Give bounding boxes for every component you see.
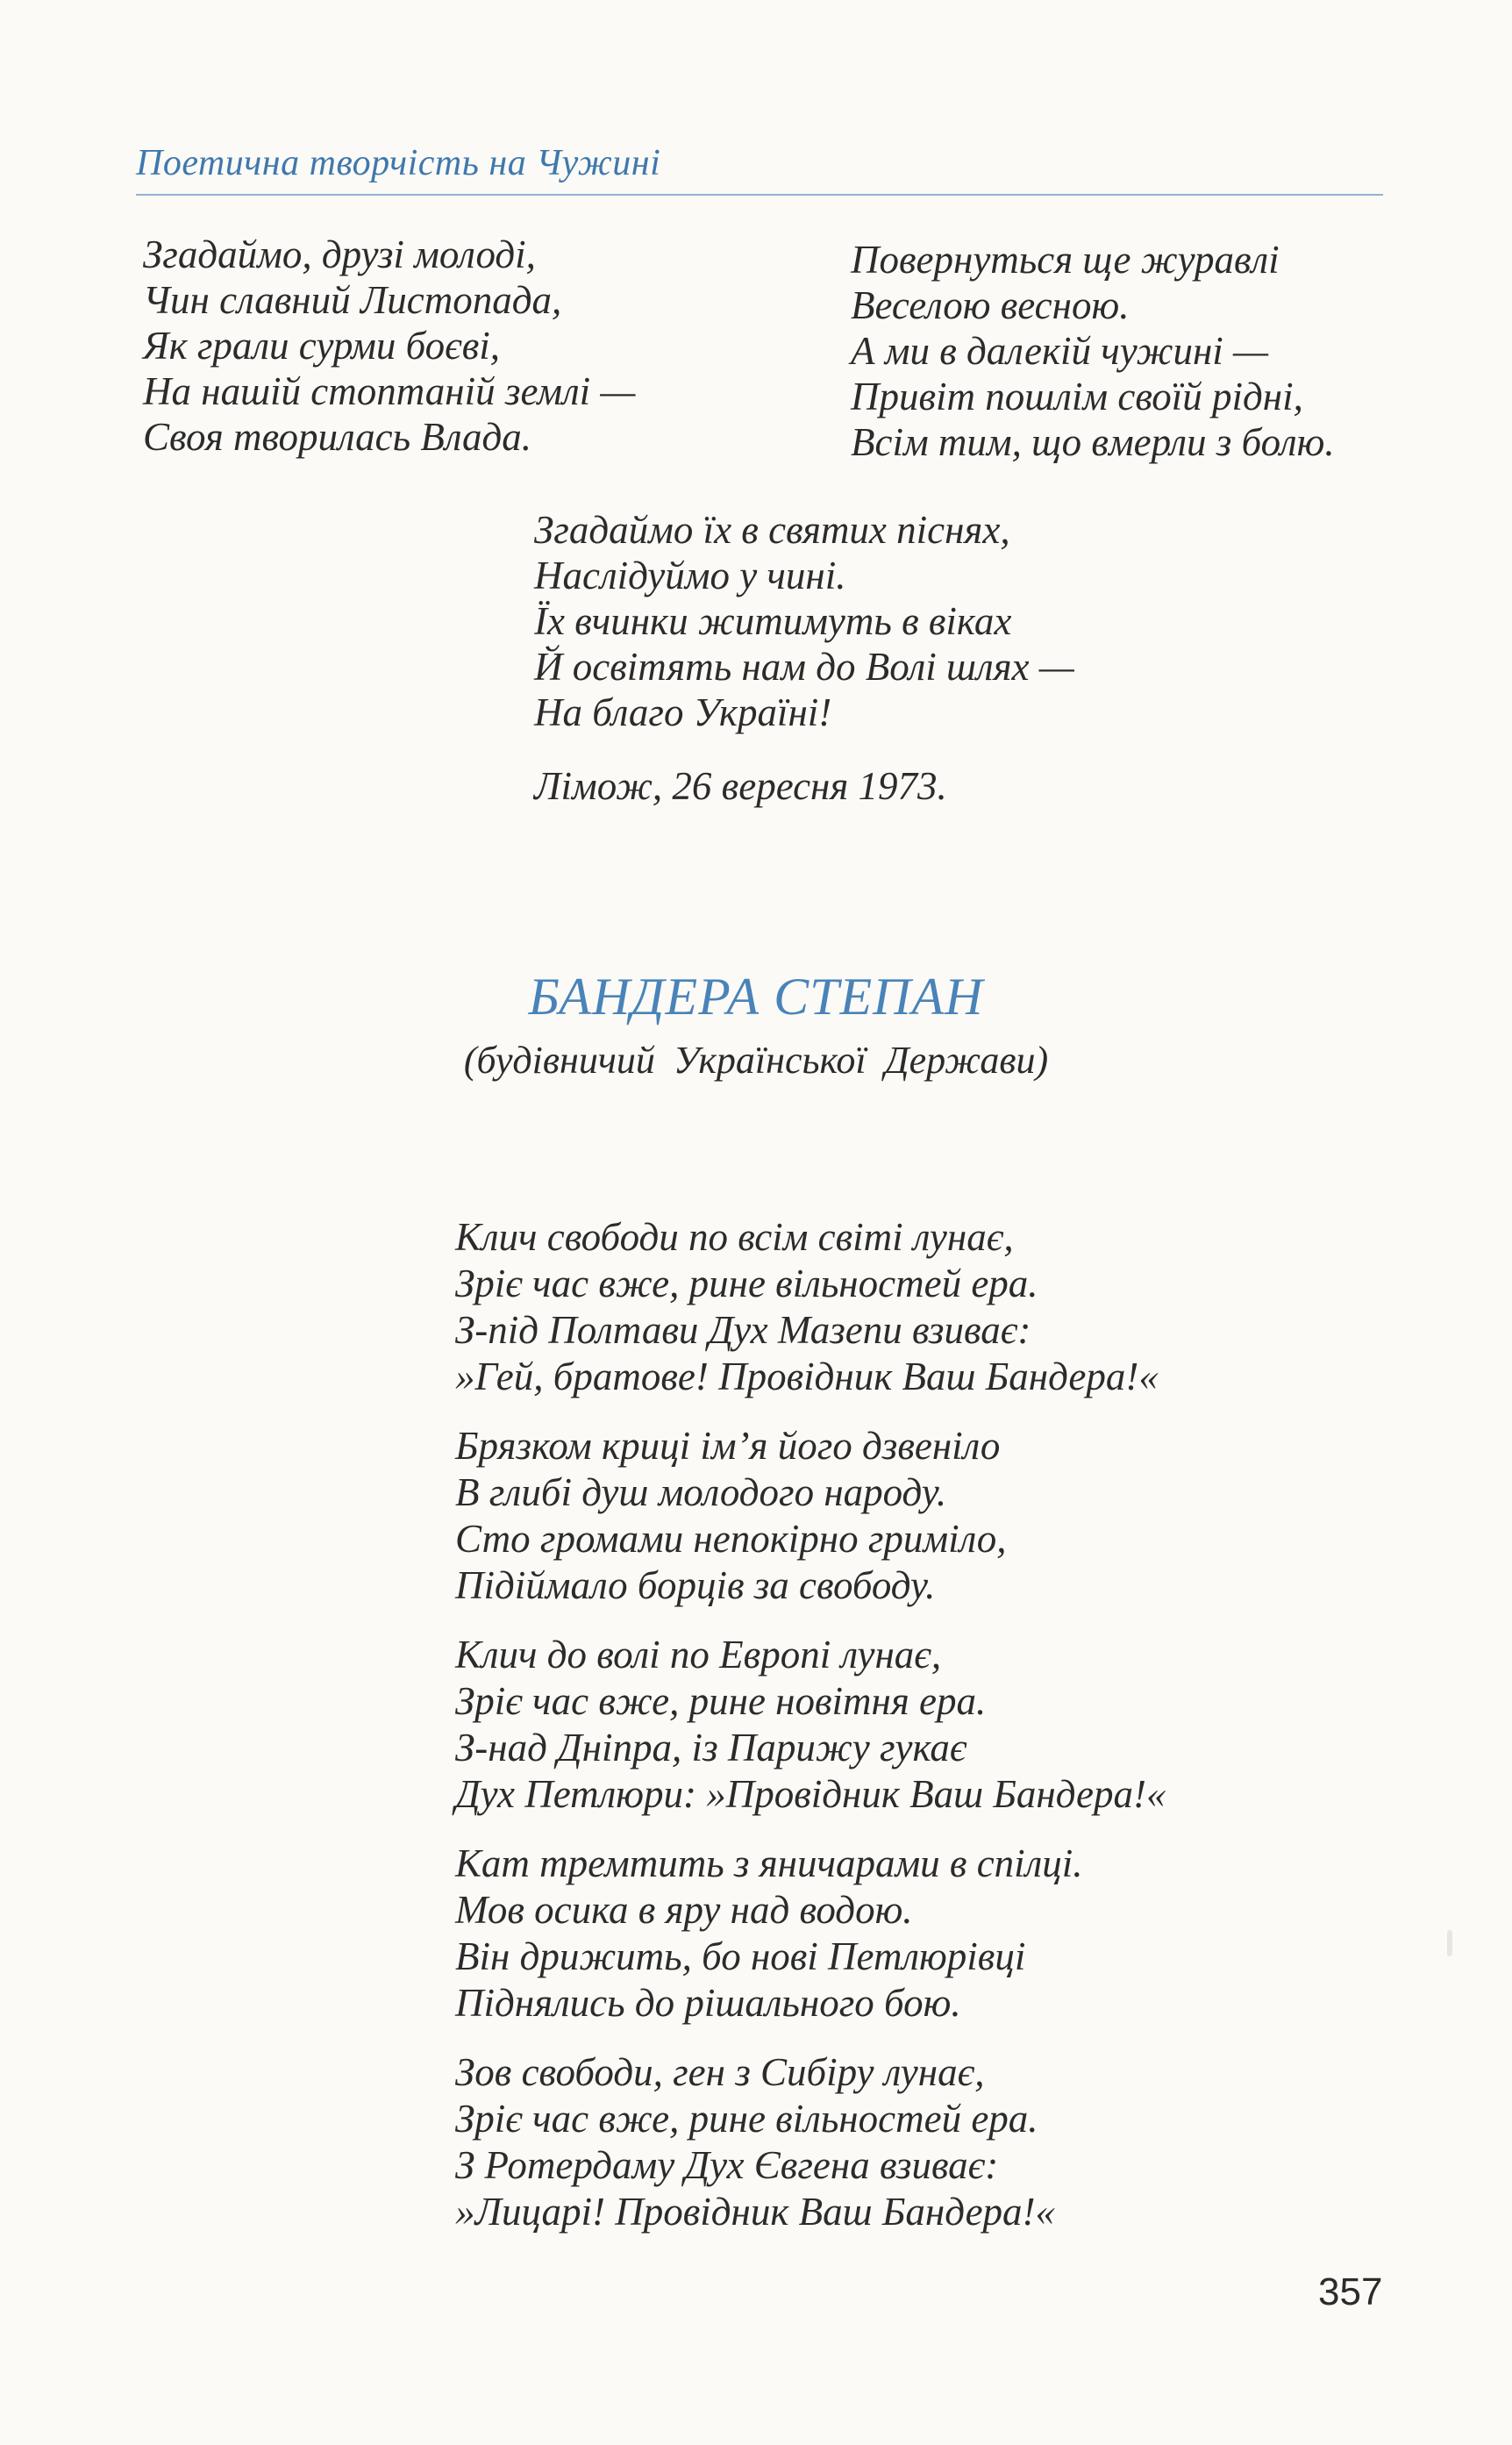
header-rule <box>136 194 1383 196</box>
verse-line: Клич свободи по всім світі лунає, <box>455 1215 1014 1259</box>
verse-line: Зріє час вже, рине вільностей ера. <box>455 2097 1038 2141</box>
verse-line: Привіт пошлім своїй рідні, <box>851 375 1303 418</box>
poem2-subtitle: (будівничий Української Держави) <box>463 1039 1049 1082</box>
verse-line: Повернуться ще журавлі <box>851 238 1280 282</box>
stanza <box>455 1632 1166 1818</box>
verse-line: Наслідуймо у чині. <box>534 554 846 597</box>
verse-line: На нашій стоптаній землі — <box>143 369 636 413</box>
verse-line: Зріє час вже, рине новітня ера. <box>455 1679 987 1723</box>
verse-line: Веселою весною. <box>851 283 1130 327</box>
stanza <box>455 1841 1166 2027</box>
verse-line: Клич до волі по Европі лунає, <box>455 1633 942 1676</box>
verse-line: Всім тим, що вмерли з болю. <box>851 420 1335 464</box>
verse-line: Як грали сурми боєві, <box>143 324 501 368</box>
stanza <box>455 2049 1166 2235</box>
verse-line: Своя творилась Влада. <box>143 415 532 459</box>
verse-line: З-під Полтави Дух Мазепи взиває: <box>455 1308 1031 1352</box>
verse-line: Підіймало борців за свободу. <box>455 1563 936 1607</box>
verse-line: Дух Петлюри: »Провідник Ваш Бандера!« <box>455 1772 1166 1816</box>
stanza <box>455 1214 1166 1400</box>
verse-line: З Ротердаму Дух Євгена взиває: <box>455 2143 999 2187</box>
verse-line: Згадаймо, друзі молоді, <box>143 232 536 276</box>
verse-line: Він дрижить, бо нові Петлюрівці <box>455 1934 1026 1978</box>
poem1-right-stanza <box>851 237 1335 465</box>
poem2-title: БАНДЕРА СТЕПАН <box>528 968 984 1026</box>
poem1-dateline: Лімож, 26 вересня 1973. <box>534 764 947 808</box>
verse-line: Зов свободи, ген з Сибіру лунає, <box>455 2050 985 2094</box>
page-number: 357 <box>1318 2270 1383 2313</box>
verse-line: А ми в далекій чужині — <box>851 329 1269 373</box>
verse-line: Піднялись до рішального бою. <box>455 1981 961 2025</box>
poem2-body <box>455 1214 1166 2235</box>
verse-line: На благо Україні! <box>534 690 832 734</box>
poem1-center-stanza <box>534 507 1074 735</box>
verse-line: Згадаймо їх в святих піснях, <box>534 508 1010 552</box>
verse-line: З-над Дніпра, із Парижу гукає <box>455 1726 967 1769</box>
verse-line: Брязком криці ім’я його дзвеніло <box>455 1424 1001 1468</box>
verse-line: Сто громами непокірно гриміло, <box>455 1517 1007 1561</box>
verse-line: Кат тремтить з яничарами в спілці. <box>455 1841 1083 1885</box>
verse-line: »Лицарі! Провідник Ваш Бандера!« <box>455 2190 1056 2234</box>
verse-line: Чин славний Листопада, <box>143 278 562 322</box>
paper-mark <box>1447 1930 1452 1956</box>
stanza <box>455 1423 1166 1609</box>
verse-line: Мов осика в яру над водою. <box>455 1888 913 1932</box>
verse-line: Й освітять нам до Волі шлях — <box>534 645 1074 689</box>
running-header: Поетична творчість на Чужині <box>136 143 661 183</box>
poem1-left-stanza <box>143 232 635 460</box>
verse-line: Зріє час вже, рине вільностей ера. <box>455 1262 1038 1305</box>
verse-line: В глибі душ молодого народу. <box>455 1470 947 1514</box>
verse-line: »Гей, братове! Провідник Ваш Бандера!« <box>455 1355 1159 1398</box>
verse-line: Їх вчинки житимуть в віках <box>534 599 1012 643</box>
